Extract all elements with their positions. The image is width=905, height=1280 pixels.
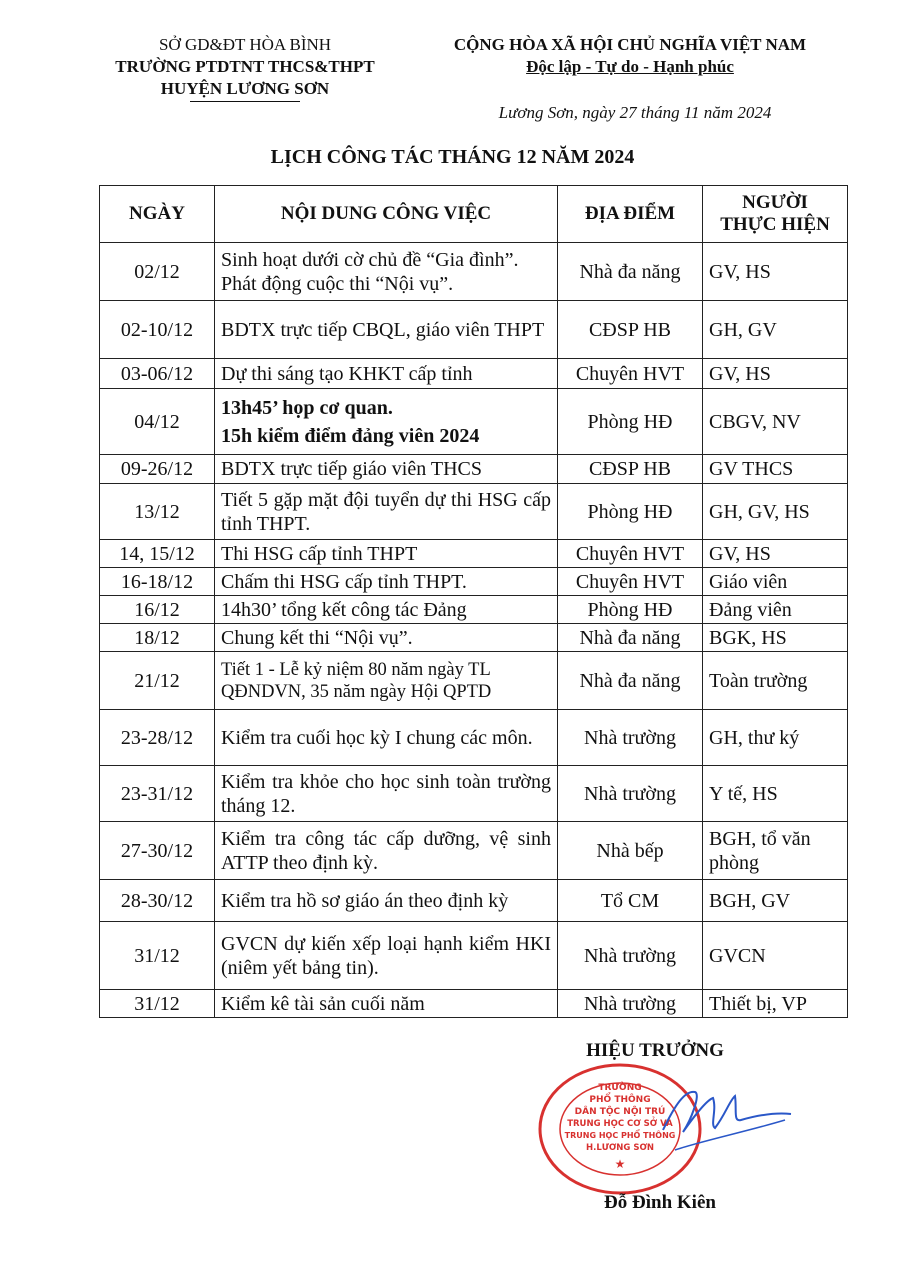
- table-row: [100, 922, 848, 990]
- svg-text:DÂN TỘC NỘI TRÚ: DÂN TỘC NỘI TRÚ: [574, 1107, 666, 1117]
- row-person: GH, GV, HS: [703, 484, 848, 540]
- row-task: 14h30’ tổng kết công tác Đảng: [215, 596, 558, 624]
- row-task: BDTX trực tiếp CBQL, giáo viên THPT: [215, 301, 558, 359]
- row-date: 21/12: [100, 652, 215, 710]
- table-row: [100, 710, 848, 766]
- row-date: 23-28/12: [100, 710, 215, 766]
- row-date: 04/12: [100, 389, 215, 455]
- row-person: Giáo viên: [703, 568, 848, 596]
- row-person: Thiết bị, VP: [703, 990, 848, 1018]
- row-person: Toàn trường: [703, 652, 848, 710]
- row-task-line: Tiết 1 - Lễ kỷ niệm 80 năm ngày TL: [221, 659, 491, 680]
- svg-text:PHỔ THÔNG: PHỔ THÔNG: [589, 1095, 651, 1105]
- row-date: 27-30/12: [100, 822, 215, 880]
- row-task: Chấm thi HSG cấp tỉnh THPT.: [215, 568, 558, 596]
- row-place: Nhà trường: [558, 766, 703, 822]
- row-person: BGH, tổ văn phòng: [703, 822, 848, 880]
- row-date: 28-30/12: [100, 880, 215, 922]
- row-place: Tổ CM: [558, 880, 703, 922]
- row-place: Nhà bếp: [558, 822, 703, 880]
- row-task: [215, 243, 558, 301]
- row-person: GV, HS: [703, 243, 848, 301]
- row-task-line: Sinh hoạt dưới cờ chủ đề “Gia đình”.: [221, 248, 519, 271]
- row-date: 09-26/12: [100, 455, 215, 484]
- row-task: Dự thi sáng tạo KHKT cấp tỉnh: [215, 359, 558, 389]
- row-person: BGK, HS: [703, 624, 848, 652]
- svg-text:H.LƯƠNG SƠN: H.LƯƠNG SƠN: [586, 1143, 654, 1153]
- svg-text:TRUNG HỌC PHỔ THÔNG: TRUNG HỌC PHỔ THÔNG: [564, 1131, 676, 1140]
- schedule-table: [99, 185, 848, 1018]
- row-task: Kiểm tra cuối học kỳ I chung các môn.: [215, 710, 558, 766]
- row-task: Kiểm tra công tác cấp dưỡng, vệ sinh ATTP theo định kỳ.: [215, 822, 558, 880]
- row-place: Nhà trường: [558, 922, 703, 990]
- row-date: 14, 15/12: [100, 540, 215, 568]
- row-place: Phòng HĐ: [558, 596, 703, 624]
- document-title: LỊCH CÔNG TÁC THÁNG 12 NĂM 2024: [270, 146, 635, 168]
- row-place: Nhà trường: [558, 990, 703, 1018]
- row-task: Kiểm tra hồ sơ giáo án theo định kỳ: [215, 880, 558, 922]
- row-place: Chuyên HVT: [558, 568, 703, 596]
- table-row: [100, 652, 848, 710]
- col-header-date: NGÀY: [100, 186, 215, 243]
- row-task: [215, 652, 558, 710]
- row-task: Chung kết thi “Nội vụ”.: [215, 624, 558, 652]
- national-motto: Độc lập - Tự do - Hạnh phúc: [526, 57, 734, 76]
- col-header-person-line1: NGƯỜI: [742, 192, 808, 213]
- row-task: Kiểm tra khỏe cho học sinh toàn trường tháng 12.: [215, 766, 558, 822]
- row-person: GV THCS: [703, 455, 848, 484]
- col-header-person-line2: THỰC HIỆN: [720, 214, 830, 235]
- table-row: [100, 359, 848, 389]
- row-date: 23-31/12: [100, 766, 215, 822]
- row-date: 03-06/12: [100, 359, 215, 389]
- table-row: [100, 596, 848, 624]
- row-date: 13/12: [100, 484, 215, 540]
- table-row: [100, 990, 848, 1018]
- svg-text:TRUNG HỌC CƠ SỞ VÀ: TRUNG HỌC CƠ SỞ VÀ: [567, 1119, 673, 1129]
- table-row: [100, 624, 848, 652]
- row-place: Chuyên HVT: [558, 359, 703, 389]
- row-person: GVCN: [703, 922, 848, 990]
- row-date: 18/12: [100, 624, 215, 652]
- row-task: [215, 389, 558, 455]
- signer-title: HIỆU TRƯỞNG: [586, 1040, 724, 1061]
- row-person: Đảng viên: [703, 596, 848, 624]
- row-task: BDTX trực tiếp giáo viên THCS: [215, 455, 558, 484]
- row-person: GV, HS: [703, 359, 848, 389]
- row-person: GH, GV: [703, 301, 848, 359]
- row-place: Nhà đa năng: [558, 624, 703, 652]
- national-header: [410, 34, 850, 78]
- row-task-line: QĐNDVN, 35 năm ngày Hội QPTD: [221, 681, 492, 702]
- table-row: [100, 766, 848, 822]
- row-person: GH, thư ký: [703, 710, 848, 766]
- table-header-row: [100, 186, 848, 243]
- district-name: HUYỆN LƯƠNG SƠN: [160, 79, 330, 98]
- table-row: [100, 540, 848, 568]
- row-task: GVCN dự kiến xếp loại hạnh kiểm HKI (niêm yết bảng tin).: [215, 922, 558, 990]
- header-divider: [190, 101, 300, 102]
- row-date: 16/12: [100, 596, 215, 624]
- issuing-agency-header: [70, 34, 420, 102]
- row-date: 31/12: [100, 922, 215, 990]
- row-task: Thi HSG cấp tỉnh THPT: [215, 540, 558, 568]
- table-row: [100, 484, 848, 540]
- table-row: [100, 880, 848, 922]
- row-place: CĐSP HB: [558, 455, 703, 484]
- table-row: [100, 455, 848, 484]
- row-task-line: Phát động cuộc thi “Nội vụ”.: [221, 272, 454, 295]
- row-date: 02/12: [100, 243, 215, 301]
- row-task-line: 13h45’ họp cơ quan.: [221, 396, 393, 419]
- svg-text:TRƯỜNG: TRƯỜNG: [598, 1083, 642, 1093]
- school-name: TRƯỜNG PTDTNT THCS&THPT: [115, 57, 375, 76]
- row-person: Y tế, HS: [703, 766, 848, 822]
- row-place: Phòng HĐ: [558, 389, 703, 455]
- document-date: Lương Sơn, ngày 27 tháng 11 năm 2024: [498, 103, 772, 122]
- row-place: CĐSP HB: [558, 301, 703, 359]
- signer-name: Đỗ Đình Kiên: [604, 1192, 716, 1213]
- col-header-person: [703, 186, 848, 243]
- row-place: Nhà đa năng: [558, 652, 703, 710]
- col-header-task: NỘI DUNG CÔNG VIỆC: [215, 186, 558, 243]
- row-place: Nhà đa năng: [558, 243, 703, 301]
- table-row: [100, 568, 848, 596]
- row-task: Tiết 5 gặp mặt đội tuyển dự thi HSG cấp tỉnh THPT.: [215, 484, 558, 540]
- handwritten-signature: [655, 1070, 795, 1160]
- row-task-line: 15h kiểm điểm đảng viên 2024: [221, 424, 480, 447]
- svg-text:★: ★: [614, 1157, 626, 1171]
- table-row: [100, 301, 848, 359]
- row-place: Chuyên HVT: [558, 540, 703, 568]
- table-row: [100, 243, 848, 301]
- row-person: GV, HS: [703, 540, 848, 568]
- row-date: 02-10/12: [100, 301, 215, 359]
- row-date: 16-18/12: [100, 568, 215, 596]
- row-task: Kiểm kê tài sản cuối năm: [215, 990, 558, 1018]
- nation-name: CỘNG HÒA XÃ HỘI CHỦ NGHĨA VIỆT NAM: [453, 35, 807, 54]
- table-row: [100, 822, 848, 880]
- col-header-place: ĐỊA ĐIỂM: [558, 186, 703, 243]
- row-place: Nhà trường: [558, 710, 703, 766]
- table-row: [100, 389, 848, 455]
- row-person: BGH, GV: [703, 880, 848, 922]
- row-person: CBGV, NV: [703, 389, 848, 455]
- row-place: Phòng HĐ: [558, 484, 703, 540]
- row-date: 31/12: [100, 990, 215, 1018]
- department-name: SỞ GD&ĐT HÒA BÌNH: [158, 35, 332, 54]
